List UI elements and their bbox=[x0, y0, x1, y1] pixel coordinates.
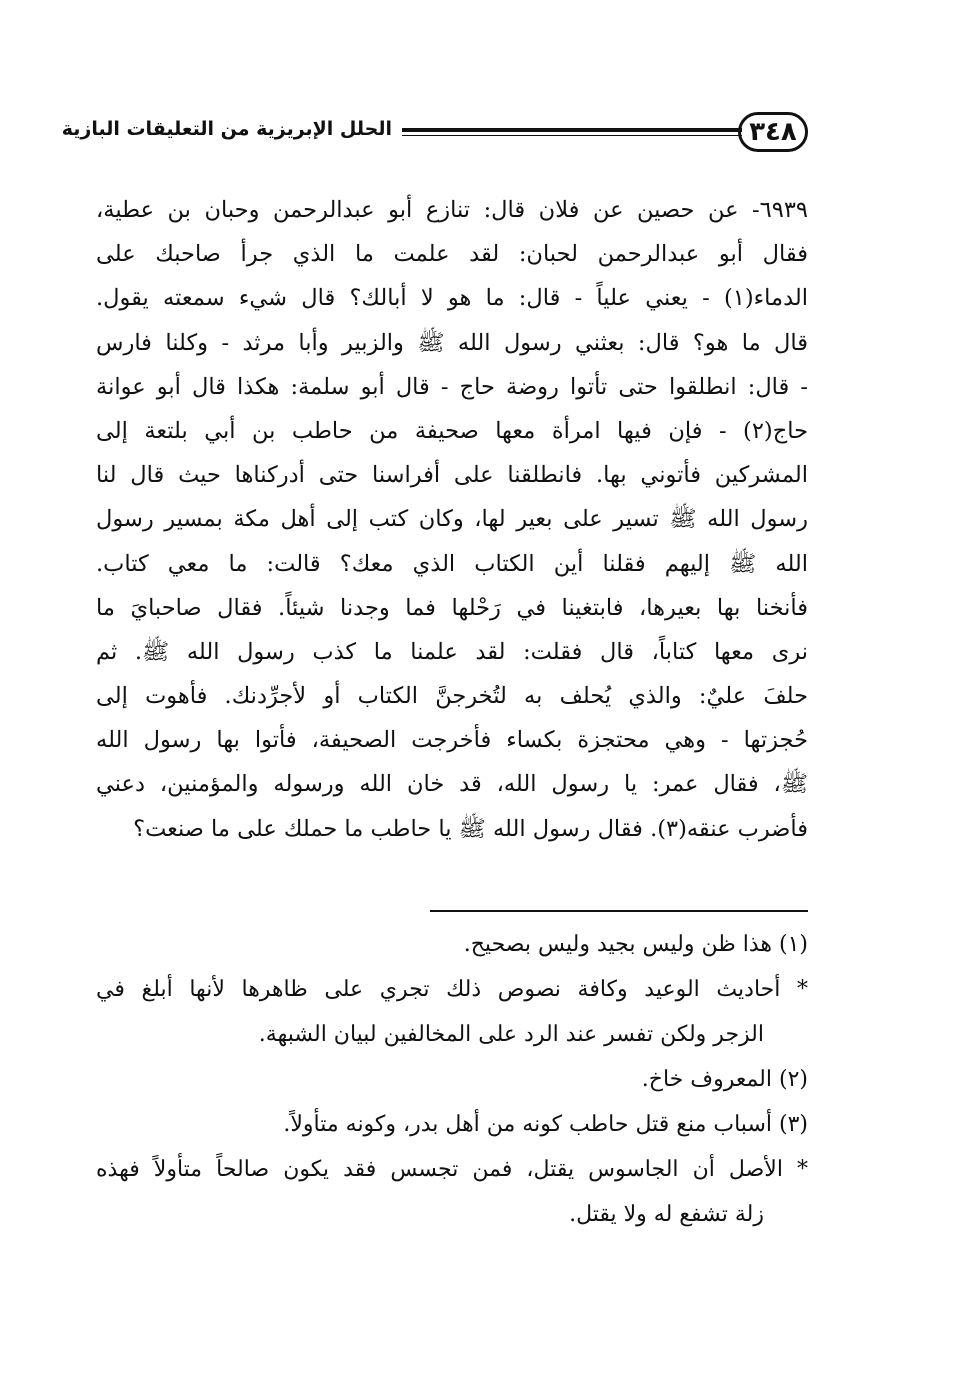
text-line: - قال: انطلقوا حتى تأتوا روضة حاج - قال أبو سلمة: هكذا قال أبو عوانة bbox=[96, 373, 808, 400]
main-text bbox=[96, 188, 808, 851]
footnote-3: (٣) أسباب منع قتل حاطب كونه من أهل بدر، وكونه متأولاً. bbox=[283, 1112, 808, 1137]
footnote-2: (٢) المعروف خاخ. bbox=[641, 1067, 808, 1092]
footnote-comment-cont: الزجر ولكن تفسر عند الرد على المخالفين لبيان الشبهة. bbox=[258, 1022, 764, 1047]
text-line: المشركين فأتوني بها. فانطلقنا على أفراسنا حتى أدركناها حيث قال لنا bbox=[96, 462, 808, 489]
text-line: حاج(٢) - فإن فيها امرأة معها صحيفة من حاطب بن أبي بلتعة إلى bbox=[96, 417, 808, 444]
footnote-comment: * الأصل أن الجاسوس يقتل، فمن تجسس فقد يكون صالحاً متأولاً فهذه bbox=[96, 1157, 808, 1182]
page-header bbox=[61, 112, 808, 156]
footnote-comment-cont: زلة تشفع له ولا يقتل. bbox=[569, 1202, 764, 1227]
header-rule bbox=[402, 128, 742, 132]
footnote-1: (١) هذا ظن وليس بجيد وليس بصحيح. bbox=[463, 932, 808, 957]
text-line: فأضرب عنقه(٣). فقال رسول الله ﷺ يا حاطب ما حملك على ما صنعت؟ bbox=[133, 815, 808, 842]
footnote-separator bbox=[430, 910, 808, 912]
footnotes bbox=[96, 922, 808, 1237]
text-line: حلفَ عليٌ: والذي يُحلف به لتُخرجنَّ الكتاب أو لأجرِّدنك. فأهوت إلى bbox=[96, 683, 808, 710]
book-title: الحلل الإبريزية من التعليقات البازية bbox=[61, 118, 392, 140]
text-line: الله ﷺ إليهم فقلنا أين الكتاب الذي معك؟ قالت: ما معي كتاب. bbox=[96, 550, 808, 577]
text-line: نرى معها كتاباً، قال فقلت: لقد علمنا ما كذب رسول الله ﷺ. ثم bbox=[96, 638, 808, 665]
text-line: فأنخنا بها بعيرها، فابتغينا في رَحْلها فما وجدنا شيئاً. فقال صاحبايَ ما bbox=[96, 594, 808, 621]
text-line: رسول الله ﷺ تسير على بعير لها، وكان كتب إلى أهل مكة بمسير رسول bbox=[96, 506, 808, 533]
text-line: الدماء(١) - يعني علياً - قال: ما هو لا أبالك؟ قال شيء سمعته يقول. bbox=[96, 285, 808, 312]
header-rule-thin bbox=[402, 135, 742, 136]
text-line: فقال أبو عبدالرحمن لحبان: لقد علمت ما الذي جرأ صاحبك على bbox=[96, 241, 808, 268]
text-line: ﷺ، فقال عمر: يا رسول الله، قد خان الله ورسوله والمؤمنين، دعني bbox=[96, 771, 808, 798]
footnote-comment: * أحاديث الوعيد وكافة نصوص ذلك تجري على ظاهرها لأنها أبلغ في bbox=[96, 977, 808, 1002]
text-line: قال ما هو؟ قال: بعثني رسول الله ﷺ والزبير وأبا مرثد - وكلنا فارس bbox=[96, 329, 808, 356]
text-line: حُجزتها - وهي محتجزة بكساء فأخرجت الصحيفة، فأتوا بها رسول الله bbox=[96, 727, 808, 754]
page-number: ٣٤٨ bbox=[738, 112, 808, 152]
text-line: ٦٩٣٩- عن حصين عن فلان قال: تنازع أبو عبدالرحمن وحبان بن عطية، bbox=[96, 197, 808, 223]
